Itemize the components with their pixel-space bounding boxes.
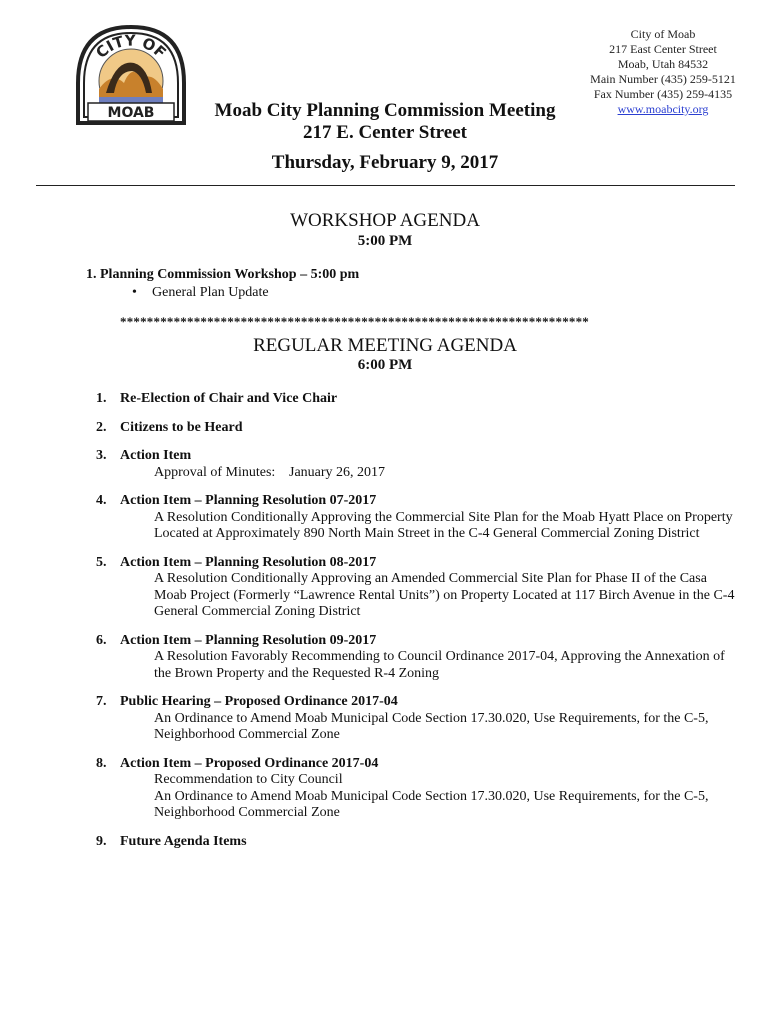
item-title: Action Item – Planning Resolution 09-2017	[120, 632, 377, 648]
item-title: Action Item – Planning Resolution 08-2017	[120, 554, 377, 570]
item-number: 7.	[96, 694, 107, 709]
agenda-item-7	[96, 694, 736, 744]
item-body-line1: Recommendation to City Council	[154, 772, 343, 787]
item-body	[154, 465, 736, 482]
meeting-address: 217 E. Center Street	[303, 122, 467, 143]
bullet-icon: •	[132, 285, 137, 300]
workshop-bullet	[132, 284, 269, 301]
meeting-title: Moab City Planning Commission Meeting	[214, 100, 556, 121]
agenda-item-8	[96, 756, 736, 822]
item-number: 3.	[96, 448, 107, 463]
item-body: An Ordinance to Amend Moab Municipal Code Section 17.30.020, Use Requirements, for the C-5, Neighborhood Commercial Zone	[154, 788, 709, 820]
contact-main-number: Main Number (435) 259-5121	[590, 72, 736, 86]
item-title: Action Item – Proposed Ordinance 2017-04	[120, 755, 379, 771]
agenda-item-1	[96, 391, 736, 408]
agenda-item-4	[96, 493, 736, 543]
item-number: 2.	[96, 419, 107, 435]
workshop-bullet-text: General Plan Update	[152, 285, 269, 300]
city-of-moab-seal	[72, 23, 190, 127]
agenda-item-2	[96, 420, 736, 437]
header-divider	[36, 185, 735, 186]
item-title: Action Item – Planning Resolution 07-2017	[120, 493, 377, 508]
item-title: Action Item	[120, 448, 192, 463]
contact-block	[574, 27, 752, 117]
agenda-item-6	[96, 633, 736, 683]
regular-time: 6:00 PM	[357, 357, 413, 373]
item-title: Citizens to be Heard	[120, 419, 243, 435]
item-number: 8.	[96, 755, 107, 771]
minutes-label: Approval of Minutes:	[154, 464, 276, 480]
regular-heading: REGULAR MEETING AGENDA	[253, 335, 517, 356]
workshop-heading: WORKSHOP AGENDA	[290, 210, 480, 231]
asterisk-separator: **********************************************************************	[120, 314, 589, 329]
contact-name: City of Moab	[630, 27, 696, 41]
item-body: A Resolution Favorably Recommending to Council Ordinance 2017-04, Approving the Annexation of the Brown Property and the Requested R-4 Zoning	[154, 649, 725, 681]
item-title: Public Hearing – Proposed Ordinance 2017-04	[120, 694, 398, 709]
agenda-item-5	[96, 555, 736, 621]
item-body: An Ordinance to Amend Moab Municipal Code Section 17.30.020, Use Requirements, for the C-5, Neighborhood Commercial Zone	[154, 710, 709, 742]
agenda-item-9	[96, 834, 736, 851]
item-body: A Resolution Conditionally Approving an Amended Commercial Site Plan for Phase II of the Casa Moab Project (Formerly “Lawrence Rental Units”) on Property Located at 117 Birch Avenue in the C-4 General Commercial Zoning District	[154, 571, 735, 619]
agenda-item-3	[96, 448, 736, 481]
item-number: 9.	[96, 833, 107, 849]
website-link[interactable]: www.moabcity.org	[617, 102, 709, 116]
item-number: 4.	[96, 493, 107, 508]
agenda-list	[96, 391, 736, 862]
minutes-date: January 26, 2017	[289, 464, 386, 480]
contact-fax-number: Fax Number (435) 259-4135	[593, 87, 733, 101]
contact-city: Moab, Utah 84532	[617, 57, 709, 71]
contact-street: 217 East Center Street	[609, 42, 717, 56]
item-title: Future Agenda Items	[120, 833, 247, 849]
item-number: 5.	[96, 554, 107, 570]
svg-text:MOAB: MOAB	[107, 105, 155, 121]
item-title: Re-Election of Chair and Vice Chair	[120, 391, 338, 406]
item-body: A Resolution Conditionally Approving the Commercial Site Plan for the Moab Hyatt Place on Property Located at Approximately 890 North Main Street in the C-4 General Commercial Zoning District	[154, 509, 733, 541]
svg-text:CITY OF: CITY OF	[92, 31, 170, 62]
workshop-item-1: 1. Planning Commission Workshop – 5:00 pm	[86, 267, 360, 282]
item-number: 6.	[96, 632, 107, 648]
meeting-date: Thursday, February 9, 2017	[271, 152, 499, 173]
item-number: 1.	[96, 391, 107, 406]
workshop-time: 5:00 PM	[357, 233, 413, 249]
